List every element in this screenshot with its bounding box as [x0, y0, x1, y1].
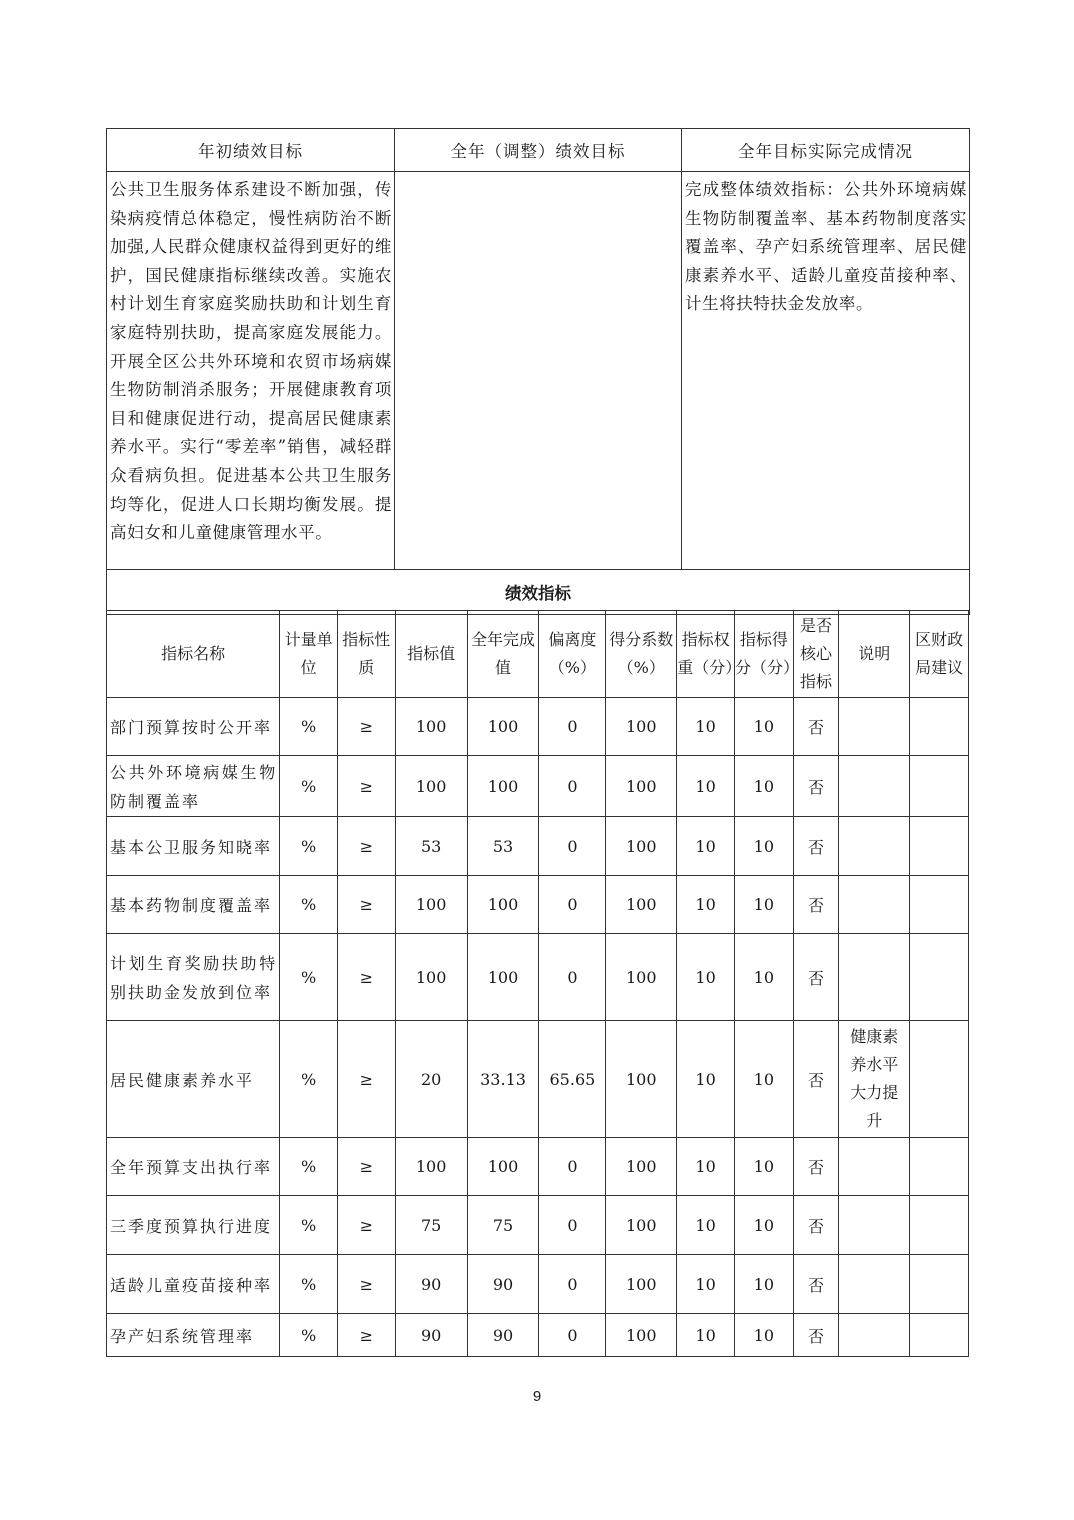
metric-unit: % [280, 934, 338, 1021]
metric-name [107, 698, 280, 756]
metric-score: 10 [734, 756, 793, 817]
col-header: 计量单位 [280, 611, 338, 698]
metric-advice [910, 817, 969, 876]
metric-weight: 10 [677, 1021, 735, 1138]
col-header: 指标得分（分） [734, 611, 793, 698]
metrics-header-row [107, 611, 969, 698]
metric-weight: 10 [677, 698, 735, 756]
header-initial-target: 年初绩效目标 [107, 129, 395, 172]
metric-deviation: 65.65 [539, 1021, 606, 1138]
metric-deviation: 0 [539, 1196, 606, 1255]
metric-name-text: 公共外环境病媒生物防制覆盖率 [110, 763, 278, 811]
metric-target: 90 [395, 1314, 467, 1357]
metric-advice [910, 1021, 969, 1138]
metric-coef: 100 [606, 934, 677, 1021]
metric-name-text: 三季度预算执行进度 [110, 1216, 273, 1236]
metric-score: 10 [734, 1138, 793, 1196]
metric-weight: 10 [677, 876, 735, 934]
metric-weight: 10 [677, 934, 735, 1021]
metric-score: 10 [734, 1021, 793, 1138]
metric-note [839, 1138, 910, 1196]
metric-deviation: 0 [539, 756, 606, 817]
metric-note [839, 1196, 910, 1255]
section-title: 绩效指标 [107, 570, 970, 615]
table-row [107, 698, 969, 756]
metric-note [839, 1255, 910, 1314]
metric-unit: % [280, 1255, 338, 1314]
initial-target-text: 公共卫生服务体系建设不断加强，传染病疫情总体稳定，慢性病防治不断加强,人民群众健康权益得到更好的维护，国民健康指标继续改善。实施农村计划生育家庭奖励扶助和计划生育家庭特别扶助，提高家庭发展能力。开展全区公共外环境和农贸市场病媒生物防制消杀服务；开展健康教育项目和健康促进行动，提高居民健康素养水平。实行“零差率”销售，减轻群众看病负担。促进基本公共卫生服务均等化，促进人口长期均衡发展。提高妇女和儿童健康管理水平。 [110, 180, 392, 543]
metric-nature: ≥ [337, 1314, 395, 1357]
metric-unit: % [280, 1138, 338, 1196]
metric-note [839, 934, 910, 1021]
metric-actual: 100 [467, 756, 539, 817]
metric-target: 100 [395, 1138, 467, 1196]
metric-core: 否 [793, 817, 839, 876]
metric-name-text: 部门预算按时公开率 [110, 718, 273, 737]
metric-core: 否 [793, 1314, 839, 1357]
metric-actual: 100 [467, 1138, 539, 1196]
metric-advice [910, 934, 969, 1021]
metric-target: 20 [395, 1021, 467, 1138]
metric-name [107, 1196, 280, 1255]
table-row [107, 756, 969, 817]
metric-weight: 10 [677, 1138, 735, 1196]
actual-completion-cell [682, 172, 970, 570]
metric-advice [910, 1196, 969, 1255]
metric-score: 10 [734, 1196, 793, 1255]
table-row [107, 1314, 969, 1357]
metric-coef: 100 [606, 1021, 677, 1138]
table-row [107, 1255, 969, 1314]
metric-name-text: 计划生育奖励扶助特别扶助金发放到位率 [110, 954, 278, 1002]
metric-score: 10 [734, 934, 793, 1021]
metric-note: 健康素养水平大力提升 [839, 1021, 910, 1138]
metric-core: 否 [793, 1196, 839, 1255]
metric-unit: % [280, 817, 338, 876]
metric-score: 10 [734, 698, 793, 756]
metric-score: 10 [734, 876, 793, 934]
table-row [107, 1021, 969, 1138]
metric-core: 否 [793, 756, 839, 817]
metric-advice [910, 1255, 969, 1314]
metric-core: 否 [793, 1021, 839, 1138]
metric-deviation: 0 [539, 876, 606, 934]
metric-name [107, 1314, 280, 1357]
metric-name [107, 756, 280, 817]
metric-deviation: 0 [539, 1138, 606, 1196]
metric-coef: 100 [606, 756, 677, 817]
metric-advice [910, 1314, 969, 1357]
metric-target: 100 [395, 876, 467, 934]
metric-nature: ≥ [337, 876, 395, 934]
table-row [107, 934, 969, 1021]
metric-target: 90 [395, 1255, 467, 1314]
metric-note [839, 698, 910, 756]
metric-name [107, 1138, 280, 1196]
metric-name [107, 817, 280, 876]
metric-coef: 100 [606, 876, 677, 934]
metric-nature: ≥ [337, 817, 395, 876]
col-header: 说明 [839, 611, 910, 698]
metric-nature: ≥ [337, 1255, 395, 1314]
metric-nature: ≥ [337, 1021, 395, 1138]
metric-advice [910, 1138, 969, 1196]
metric-coef: 100 [606, 1196, 677, 1255]
table-row [107, 1196, 969, 1255]
metric-name-text: 全年预算支出执行率 [110, 1158, 273, 1177]
metric-deviation: 0 [539, 817, 606, 876]
metric-core: 否 [793, 1255, 839, 1314]
metric-weight: 10 [677, 817, 735, 876]
col-header: 得分系数（%） [606, 611, 677, 698]
metric-target: 100 [395, 698, 467, 756]
metric-unit: % [280, 1196, 338, 1255]
metric-nature: ≥ [337, 756, 395, 817]
metric-name-text: 基本公卫服务知晓率 [110, 837, 273, 857]
metric-unit: % [280, 756, 338, 817]
metric-note [839, 817, 910, 876]
metric-coef: 100 [606, 817, 677, 876]
metric-unit: % [280, 1021, 338, 1138]
actual-completion-text: 完成整体绩效指标：公共外环境病媒生物防制覆盖率、基本药物制度落实覆盖率、孕产妇系统管理率、居民健康素养水平、适龄儿童疫苗接种率、计生将扶特扶金发放率。 [685, 180, 967, 314]
metric-deviation: 0 [539, 1255, 606, 1314]
metric-coef: 100 [606, 698, 677, 756]
col-header: 区财政局建议 [910, 611, 969, 698]
metric-advice [910, 876, 969, 934]
metric-name-text: 适龄儿童疫苗接种率 [110, 1275, 273, 1295]
metric-advice [910, 698, 969, 756]
col-header: 指标权重（分） [677, 611, 735, 698]
metric-actual: 100 [467, 698, 539, 756]
metric-deviation: 0 [539, 698, 606, 756]
metric-nature: ≥ [337, 1196, 395, 1255]
metric-score: 10 [734, 1255, 793, 1314]
metric-coef: 100 [606, 1314, 677, 1357]
metric-note [839, 1314, 910, 1357]
metric-name [107, 1255, 280, 1314]
table-row [107, 1138, 969, 1196]
initial-target-cell [107, 172, 395, 570]
metric-weight: 10 [677, 1314, 735, 1357]
metric-actual: 75 [467, 1196, 539, 1255]
metric-actual: 100 [467, 876, 539, 934]
metric-actual: 90 [467, 1314, 539, 1357]
metric-score: 10 [734, 1314, 793, 1357]
metric-name [107, 934, 280, 1021]
metric-score: 10 [734, 817, 793, 876]
col-header: 是否核心指标 [793, 611, 839, 698]
metrics-table [106, 610, 969, 1357]
metric-target: 100 [395, 756, 467, 817]
metric-coef: 100 [606, 1255, 677, 1314]
header-actual-completion: 全年目标实际完成情况 [682, 129, 970, 172]
metric-advice [910, 756, 969, 817]
metric-core: 否 [793, 698, 839, 756]
metric-nature: ≥ [337, 934, 395, 1021]
metric-name-text: 基本药物制度覆盖率 [110, 896, 273, 915]
col-header: 偏离度（%） [539, 611, 606, 698]
metric-target: 75 [395, 1196, 467, 1255]
metric-weight: 10 [677, 1255, 735, 1314]
metric-unit: % [280, 1314, 338, 1357]
metric-actual: 33.13 [467, 1021, 539, 1138]
page-number: 9 [532, 1388, 542, 1405]
header-adjusted-target: 全年（调整）绩效目标 [395, 129, 682, 172]
metric-target: 53 [395, 817, 467, 876]
metric-nature: ≥ [337, 1138, 395, 1196]
col-header: 指标名称 [107, 611, 280, 698]
adjusted-target-cell [395, 172, 682, 570]
metric-target: 100 [395, 934, 467, 1021]
goals-table [106, 128, 970, 615]
metric-actual: 100 [467, 934, 539, 1021]
metric-weight: 10 [677, 1196, 735, 1255]
metric-name [107, 1021, 280, 1138]
metric-nature: ≥ [337, 698, 395, 756]
metric-coef: 100 [606, 1138, 677, 1196]
col-header: 指标值 [395, 611, 467, 698]
metric-weight: 10 [677, 756, 735, 817]
metric-deviation: 0 [539, 1314, 606, 1357]
metric-actual: 90 [467, 1255, 539, 1314]
metric-note [839, 876, 910, 934]
metric-deviation: 0 [539, 934, 606, 1021]
metric-core: 否 [793, 1138, 839, 1196]
table-row [107, 876, 969, 934]
metric-core: 否 [793, 876, 839, 934]
metric-note [839, 756, 910, 817]
metric-name-text: 孕产妇系统管理率 [110, 1326, 255, 1346]
metric-actual: 53 [467, 817, 539, 876]
col-header: 指标性质 [337, 611, 395, 698]
adjusted-target-text [395, 172, 681, 176]
metric-name-text: 居民健康素养水平 [110, 1070, 255, 1090]
metric-name [107, 876, 280, 934]
metric-unit: % [280, 876, 338, 934]
metric-core: 否 [793, 934, 839, 1021]
metric-unit: % [280, 698, 338, 756]
table-row [107, 817, 969, 876]
col-header: 全年完成值 [467, 611, 539, 698]
